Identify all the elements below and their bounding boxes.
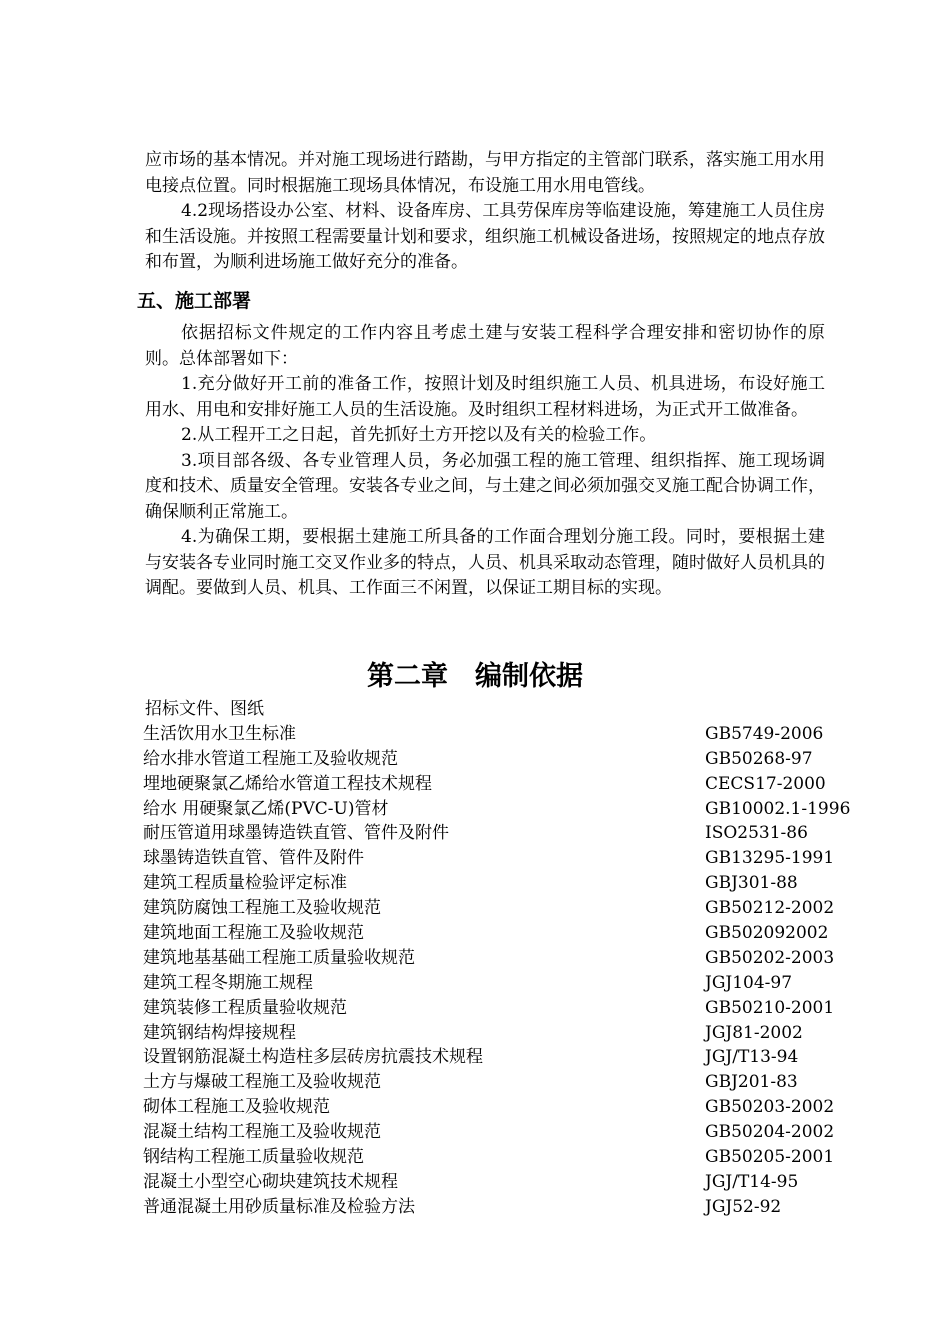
reference-name: 钢结构工程施工质量验收规范: [143, 1147, 364, 1168]
reference-code: GB50202-2003: [705, 947, 835, 968]
reference-row: [143, 1070, 863, 1095]
reference-name: 给水排水管道工程施工及验收规范: [143, 748, 398, 769]
reference-row: [143, 896, 863, 921]
reference-code: ISO2531-86: [705, 823, 808, 844]
reference-code: JGJ52-92: [705, 1196, 782, 1217]
reference-name: 生活饮用水卫生标准: [143, 723, 296, 744]
reference-name: 建筑工程质量检验评定标准: [143, 873, 347, 894]
reference-code: GB50210-2001: [705, 997, 835, 1018]
deployment-text-block: [145, 321, 825, 602]
reference-name: 建筑工程冬期施工规程: [143, 972, 313, 993]
reference-code: CECS17-2000: [705, 773, 826, 794]
reference-row: [143, 921, 863, 946]
reference-name: 耐压管道用球墨铸造铁直管、管件及附件: [143, 823, 449, 844]
reference-name: 球墨铸造铁直管、管件及附件: [143, 848, 364, 869]
reference-intro: 招标文件、图纸: [145, 699, 264, 719]
reference-row: [143, 971, 863, 996]
reference-name: 给水 用硬聚氯乙烯(PVC-U)管材: [143, 798, 389, 819]
reference-code: GB50205-2001: [705, 1147, 835, 1168]
paragraph-deployment-principle: 依据招标文件规定的工作内容且考虑土建与安装工程科学合理安排和密切协作的原则。总体部署如下：: [145, 323, 825, 369]
reference-code: GB5749-2006: [705, 723, 824, 744]
reference-name: 设置钢筋混凝土构造柱多层砖房抗震技术规程: [143, 1047, 483, 1068]
reference-name: 混凝土结构工程施工及验收规范: [143, 1122, 381, 1143]
paragraph-site-survey: 应市场的基本情况。并对施工现场进行踏勘，与甲方指定的主管部门联系，落实施工用水用电接点位置。同时根据施工现场具体情况，布设施工用水用电管线。: [145, 150, 825, 196]
paragraph-deployment-item-2: 2.从工程开工之日起，首先抓好土方开挖以及有关的检验工作。: [181, 425, 657, 445]
reference-row: [143, 797, 863, 822]
reference-code: GB50212-2002: [705, 898, 835, 919]
reference-code: JGJ81-2002: [705, 1022, 803, 1043]
paragraph-deployment-item-1: 1.充分做好开工前的准备工作，按照计划及时组织施工人员、机具进场，布设好施工用水、用电和安排好施工人员的生活设施。及时组织工程材料进场，为正式开工做准备。: [145, 374, 825, 420]
reference-code: GB50203-2002: [705, 1097, 835, 1118]
reference-row: [143, 871, 863, 896]
reference-name: 土方与爆破工程施工及验收规范: [143, 1072, 381, 1093]
reference-code: GB13295-1991: [705, 848, 835, 869]
reference-name: 建筑装修工程质量验收规范: [143, 997, 347, 1018]
reference-row: [143, 722, 863, 747]
reference-name: 普通混凝土用砂质量标准及检验方法: [143, 1196, 415, 1217]
reference-row: [143, 1021, 863, 1046]
paragraph-deployment-item-4: 4.为确保工期，要根据土建施工所具备的工作面合理划分施工段。同时，要根据土建与安装各专业同时施工交叉作业多的特点，人员、机具采取动态管理，随时做好人员机具的调配。要做到人员、机具、工作面三不闲置，以保证工期目标的实现。: [145, 527, 825, 598]
reference-code: GB50268-97: [705, 748, 813, 769]
reference-standards-list: [143, 697, 863, 1220]
reference-row: [143, 747, 863, 772]
reference-row: [143, 1095, 863, 1120]
reference-row: [143, 1045, 863, 1070]
paragraph-deployment-item-3: 3.项目部各级、各专业管理人员，务必加强工程的施工管理、组织指挥、施工现场调度和技术、质量安全管理。安装各专业之间，与土建之间必须加强交叉施工配合协调工作，确保顺利正常施工。: [145, 450, 825, 522]
reference-row: [143, 996, 863, 1021]
reference-row: [143, 1145, 863, 1170]
reference-code: GB10002.1-1996: [705, 798, 851, 819]
reference-row: [143, 1120, 863, 1145]
reference-name: 砌体工程施工及验收规范: [143, 1097, 330, 1118]
section-heading-construction-deployment: 五、施工部署: [137, 290, 252, 312]
reference-name: 埋地硬聚氯乙烯给水管道工程技术规程: [143, 773, 432, 794]
reference-row: [143, 821, 863, 846]
chapter-title: 第二章 编制依据: [367, 661, 583, 692]
reference-row: [143, 1195, 863, 1220]
reference-code: GB502092002: [705, 923, 829, 944]
reference-name: 建筑防腐蚀工程施工及验收规范: [143, 898, 381, 919]
reference-name: 建筑钢结构焊接规程: [143, 1022, 296, 1043]
reference-name: 混凝土小型空心砌块建筑技术规程: [143, 1171, 398, 1192]
reference-row: [143, 1170, 863, 1195]
reference-row: [143, 946, 863, 971]
reference-row: [143, 846, 863, 871]
paragraph-temporary-facilities: 4.2现场搭设办公室、材料、设备库房、工具劳保库房等临建设施，筹建施工人员住房和生活设施。并按照工程需要量计划和要求，组织施工机械设备进场，按照规定的地点存放和布置，为顺利进场施工做好充分的准备。: [145, 201, 825, 272]
reference-code: GBJ201-83: [705, 1072, 798, 1093]
reference-code: JGJ/T14-95: [705, 1171, 799, 1192]
reference-code: GBJ301-88: [705, 873, 798, 894]
preparation-text-block: [145, 148, 825, 276]
reference-code: GB50204-2002: [705, 1122, 835, 1143]
reference-name: 建筑地面工程施工及验收规范: [143, 923, 364, 944]
reference-code: JGJ104-97: [705, 972, 793, 993]
reference-name: 建筑地基基础工程施工质量验收规范: [143, 947, 415, 968]
reference-row: [143, 772, 863, 797]
reference-code: JGJ/T13-94: [705, 1047, 799, 1068]
